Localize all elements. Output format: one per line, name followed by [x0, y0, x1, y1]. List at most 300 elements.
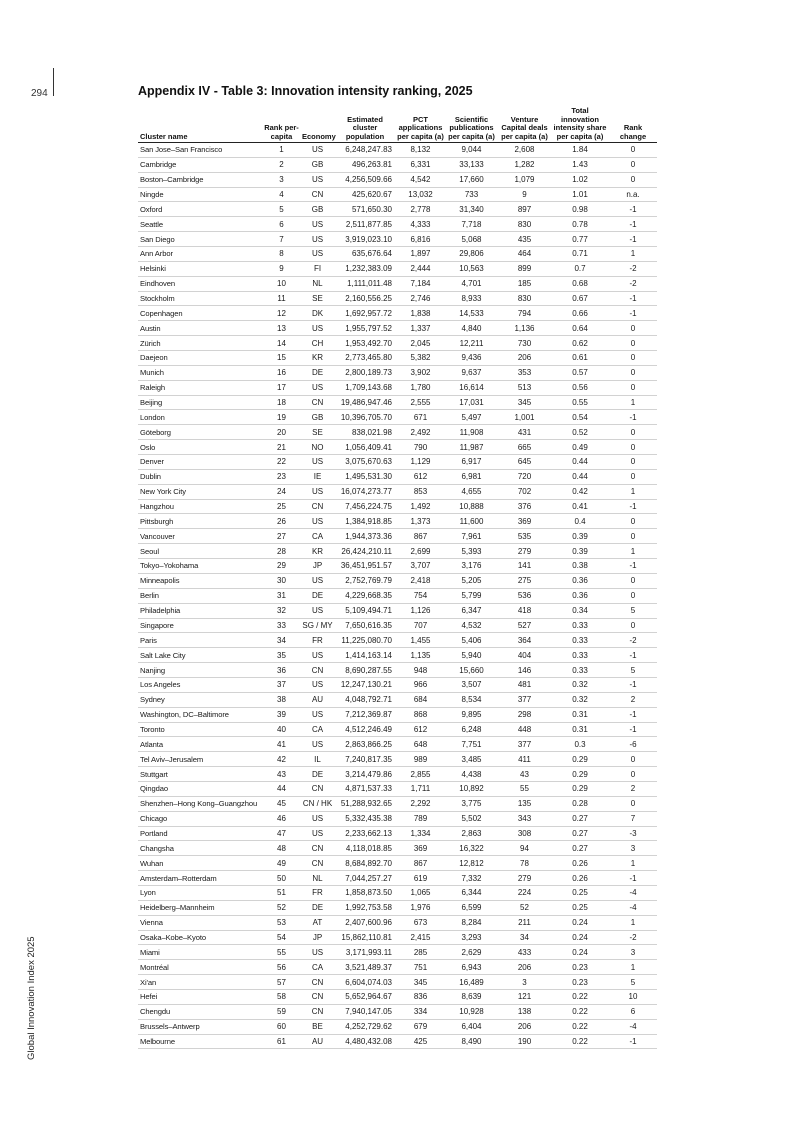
cell-rank-change: -1 — [609, 499, 657, 514]
cell-rank-change: 1 — [609, 856, 657, 871]
cell-publications: 4,655 — [445, 484, 498, 499]
table-row — [138, 885, 657, 900]
cell-pct: 673 — [396, 915, 445, 930]
cell-vc-deals: 364 — [498, 633, 551, 648]
cell-vc-deals: 376 — [498, 499, 551, 514]
cell-intensity-share: 0.4 — [551, 514, 609, 529]
cell-cluster-name: Washington, DC–Baltimore — [138, 707, 262, 722]
cell-pct: 671 — [396, 410, 445, 425]
cell-intensity-share: 0.33 — [551, 633, 609, 648]
cell-intensity-share: 0.31 — [551, 707, 609, 722]
cell-publications: 10,563 — [445, 261, 498, 276]
cell-publications: 12,211 — [445, 336, 498, 351]
cell-pct: 790 — [396, 440, 445, 455]
table-row — [138, 380, 657, 395]
cell-publications: 11,987 — [445, 440, 498, 455]
cell-population: 6,248,247.83 — [334, 143, 396, 158]
cell-cluster-name: Sydney — [138, 692, 262, 707]
cell-vc-deals: 2,608 — [498, 143, 551, 158]
cell-economy: US — [301, 677, 334, 692]
cell-intensity-share: 0.3 — [551, 737, 609, 752]
cell-cluster-name: Zürich — [138, 336, 262, 351]
cell-publications: 8,284 — [445, 915, 498, 930]
cell-vc-deals: 702 — [498, 484, 551, 499]
cell-rank: 28 — [262, 544, 301, 559]
cell-vc-deals: 418 — [498, 603, 551, 618]
cell-vc-deals: 720 — [498, 469, 551, 484]
cell-rank: 47 — [262, 826, 301, 841]
table-row — [138, 588, 657, 603]
cell-pct: 285 — [396, 945, 445, 960]
cell-population: 1,692,957.72 — [334, 306, 396, 321]
cell-intensity-share: 0.61 — [551, 351, 609, 366]
cell-rank: 8 — [262, 247, 301, 262]
cell-rank: 51 — [262, 885, 301, 900]
cell-population: 1,955,797.52 — [334, 321, 396, 336]
cell-economy: CH — [301, 336, 334, 351]
cell-economy: US — [301, 737, 334, 752]
cell-vc-deals: 211 — [498, 915, 551, 930]
table-row — [138, 544, 657, 559]
cell-publications: 9,895 — [445, 707, 498, 722]
cell-population: 1,495,531.30 — [334, 469, 396, 484]
cell-intensity-share: 0.26 — [551, 871, 609, 886]
cell-rank: 3 — [262, 172, 301, 187]
table-row — [138, 781, 657, 796]
cell-population: 19,486,947.46 — [334, 395, 396, 410]
cell-economy: CN — [301, 395, 334, 410]
cell-vc-deals: 830 — [498, 217, 551, 232]
cell-population: 7,456,224.75 — [334, 499, 396, 514]
cell-rank: 53 — [262, 915, 301, 930]
cell-publications: 7,751 — [445, 737, 498, 752]
cell-economy: FR — [301, 885, 334, 900]
table-row — [138, 484, 657, 499]
cell-intensity-share: 1.01 — [551, 187, 609, 202]
cell-pct: 2,555 — [396, 395, 445, 410]
cell-publications: 5,406 — [445, 633, 498, 648]
cell-publications: 6,347 — [445, 603, 498, 618]
cell-intensity-share: 0.7 — [551, 261, 609, 276]
page-number: 294 — [31, 88, 48, 99]
cell-rank: 41 — [262, 737, 301, 752]
cell-rank-change: -1 — [609, 306, 657, 321]
header-economy: Economy — [301, 107, 334, 143]
cell-vc-deals: 830 — [498, 291, 551, 306]
cell-publications: 3,775 — [445, 796, 498, 811]
cell-pct: 6,816 — [396, 232, 445, 247]
cell-rank: 21 — [262, 440, 301, 455]
cell-population: 3,919,023.10 — [334, 232, 396, 247]
cell-intensity-share: 0.64 — [551, 321, 609, 336]
cell-publications: 5,502 — [445, 811, 498, 826]
header-pct-applications: PCT applications per capita (a) — [396, 107, 445, 143]
cell-economy: CN — [301, 975, 334, 990]
cell-economy: US — [301, 143, 334, 158]
cell-vc-deals: 43 — [498, 767, 551, 782]
cell-rank-change: 1 — [609, 915, 657, 930]
cell-population: 4,252,729.62 — [334, 1019, 396, 1034]
cell-population: 2,773,465.80 — [334, 351, 396, 366]
cell-pct: 2,778 — [396, 202, 445, 217]
cell-publications: 5,940 — [445, 648, 498, 663]
cell-publications: 29,806 — [445, 247, 498, 262]
table-row — [138, 811, 657, 826]
cell-intensity-share: 0.62 — [551, 336, 609, 351]
cell-rank: 5 — [262, 202, 301, 217]
cell-pct: 1,065 — [396, 885, 445, 900]
cell-intensity-share: 0.54 — [551, 410, 609, 425]
cell-pct: 612 — [396, 722, 445, 737]
cell-pct: 868 — [396, 707, 445, 722]
cell-vc-deals: 411 — [498, 752, 551, 767]
cell-economy: DE — [301, 588, 334, 603]
cell-population: 7,940,147.05 — [334, 1004, 396, 1019]
cell-cluster-name: Göteborg — [138, 425, 262, 440]
cell-rank-change: 0 — [609, 440, 657, 455]
header-total-intensity-share: Total innovation intensity share per capita (a) — [551, 107, 609, 143]
cell-rank-change: 0 — [609, 514, 657, 529]
cell-intensity-share: 0.68 — [551, 276, 609, 291]
table-row — [138, 841, 657, 856]
cell-population: 1,414,163.14 — [334, 648, 396, 663]
cell-rank-change: 3 — [609, 945, 657, 960]
cell-pct: 1,711 — [396, 781, 445, 796]
table-row — [138, 975, 657, 990]
cell-rank: 27 — [262, 529, 301, 544]
cell-population: 4,480,432.08 — [334, 1034, 396, 1049]
cell-publications: 2,863 — [445, 826, 498, 841]
cell-cluster-name: Montréal — [138, 960, 262, 975]
cell-intensity-share: 0.33 — [551, 648, 609, 663]
cell-economy: CN — [301, 187, 334, 202]
cell-economy: CN — [301, 841, 334, 856]
table-row — [138, 856, 657, 871]
table-row — [138, 232, 657, 247]
cell-cluster-name: Ann Arbor — [138, 247, 262, 262]
cell-intensity-share: 0.39 — [551, 544, 609, 559]
cell-vc-deals: 433 — [498, 945, 551, 960]
cell-rank: 46 — [262, 811, 301, 826]
cell-pct: 6,331 — [396, 157, 445, 172]
cell-economy: US — [301, 707, 334, 722]
table-row — [138, 633, 657, 648]
cell-economy: GB — [301, 157, 334, 172]
table-row — [138, 247, 657, 262]
cell-intensity-share: 0.32 — [551, 677, 609, 692]
cell-rank-change: -1 — [609, 202, 657, 217]
cell-rank: 49 — [262, 856, 301, 871]
cell-vc-deals: 448 — [498, 722, 551, 737]
cell-intensity-share: 0.67 — [551, 291, 609, 306]
cell-vc-deals: 665 — [498, 440, 551, 455]
cell-rank-change: 0 — [609, 365, 657, 380]
header-rank-per-capita: Rank per-capita — [262, 107, 301, 143]
cell-rank-change: -1 — [609, 871, 657, 886]
cell-rank: 35 — [262, 648, 301, 663]
cell-population: 4,118,018.85 — [334, 841, 396, 856]
cell-cluster-name: London — [138, 410, 262, 425]
cell-publications: 6,599 — [445, 900, 498, 915]
table-body — [138, 143, 657, 1049]
cell-rank: 34 — [262, 633, 301, 648]
cell-population: 4,229,668.35 — [334, 588, 396, 603]
cell-economy: CN — [301, 781, 334, 796]
cell-publications: 6,404 — [445, 1019, 498, 1034]
cell-vc-deals: 645 — [498, 455, 551, 470]
cell-publications: 15,660 — [445, 663, 498, 678]
table-row — [138, 336, 657, 351]
cell-publications: 7,718 — [445, 217, 498, 232]
cell-pct: 867 — [396, 856, 445, 871]
cell-publications: 5,205 — [445, 573, 498, 588]
cell-cluster-name: Hefei — [138, 989, 262, 1004]
cell-rank-change: -2 — [609, 261, 657, 276]
table-row — [138, 1019, 657, 1034]
cell-economy: US — [301, 247, 334, 262]
cell-pct: 707 — [396, 618, 445, 633]
cell-population: 1,056,409.41 — [334, 440, 396, 455]
cell-economy: DK — [301, 306, 334, 321]
table-row — [138, 469, 657, 484]
cell-pct: 3,707 — [396, 559, 445, 574]
cell-intensity-share: 0.27 — [551, 826, 609, 841]
cell-cluster-name: Lyon — [138, 885, 262, 900]
cell-cluster-name: Raleigh — [138, 380, 262, 395]
cell-rank: 23 — [262, 469, 301, 484]
cell-intensity-share: 0.39 — [551, 529, 609, 544]
cell-intensity-share: 0.98 — [551, 202, 609, 217]
cell-rank-change: 0 — [609, 425, 657, 440]
cell-intensity-share: 0.38 — [551, 559, 609, 574]
cell-intensity-share: 0.33 — [551, 663, 609, 678]
cell-rank-change: 0 — [609, 573, 657, 588]
cell-rank-change: -6 — [609, 737, 657, 752]
cell-economy: JP — [301, 930, 334, 945]
cell-vc-deals: 9 — [498, 187, 551, 202]
cell-population: 51,288,932.65 — [334, 796, 396, 811]
cell-cluster-name: Xi'an — [138, 975, 262, 990]
cell-vc-deals: 206 — [498, 1019, 551, 1034]
cell-intensity-share: 0.22 — [551, 1019, 609, 1034]
cell-population: 2,752,769.79 — [334, 573, 396, 588]
cell-economy: US — [301, 573, 334, 588]
table-title: Appendix IV - Table 3: Innovation intensity ranking, 2025 — [138, 84, 473, 98]
cell-pct: 1,492 — [396, 499, 445, 514]
cell-rank: 10 — [262, 276, 301, 291]
cell-economy: SE — [301, 291, 334, 306]
cell-pct: 5,382 — [396, 351, 445, 366]
cell-economy: JP — [301, 559, 334, 574]
cell-rank: 48 — [262, 841, 301, 856]
cell-intensity-share: 0.31 — [551, 722, 609, 737]
cell-population: 1,384,918.85 — [334, 514, 396, 529]
cell-cluster-name: Seattle — [138, 217, 262, 232]
table-row — [138, 796, 657, 811]
cell-pct: 1,334 — [396, 826, 445, 841]
cell-intensity-share: 0.24 — [551, 945, 609, 960]
cell-economy: SE — [301, 425, 334, 440]
cell-vc-deals: 377 — [498, 737, 551, 752]
table-row — [138, 143, 657, 158]
table-row — [138, 395, 657, 410]
cell-pct: 853 — [396, 484, 445, 499]
cell-cluster-name: Daejeon — [138, 351, 262, 366]
table-row — [138, 871, 657, 886]
table-row — [138, 663, 657, 678]
cell-rank: 43 — [262, 767, 301, 782]
cell-publications: 9,637 — [445, 365, 498, 380]
cell-rank: 31 — [262, 588, 301, 603]
cell-publications: 6,917 — [445, 455, 498, 470]
cell-vc-deals: 343 — [498, 811, 551, 826]
cell-cluster-name: Eindhoven — [138, 276, 262, 291]
cell-economy: CN — [301, 663, 334, 678]
cell-population: 1,992,753.58 — [334, 900, 396, 915]
cell-cluster-name: Changsha — [138, 841, 262, 856]
cell-rank-change: -1 — [609, 722, 657, 737]
cell-population: 1,111,011.48 — [334, 276, 396, 291]
cell-economy: AT — [301, 915, 334, 930]
table-row — [138, 291, 657, 306]
cell-population: 3,214,479.86 — [334, 767, 396, 782]
cell-rank-change: 0 — [609, 143, 657, 158]
cell-publications: 17,660 — [445, 172, 498, 187]
cell-pct: 836 — [396, 989, 445, 1004]
cell-rank-change: 1 — [609, 247, 657, 262]
cell-population: 15,862,110.81 — [334, 930, 396, 945]
table-row — [138, 945, 657, 960]
cell-intensity-share: 0.32 — [551, 692, 609, 707]
cell-intensity-share: 0.78 — [551, 217, 609, 232]
cell-cluster-name: Melbourne — [138, 1034, 262, 1049]
cell-intensity-share: 0.36 — [551, 573, 609, 588]
header-cluster-name: Cluster name — [138, 107, 262, 143]
cell-cluster-name: Amsterdam–Rotterdam — [138, 871, 262, 886]
table-row — [138, 321, 657, 336]
cell-economy: US — [301, 380, 334, 395]
cell-population: 1,709,143.68 — [334, 380, 396, 395]
cell-vc-deals: 404 — [498, 648, 551, 663]
cell-vc-deals: 206 — [498, 960, 551, 975]
cell-cluster-name: Philadelphia — [138, 603, 262, 618]
cell-cluster-name: Qingdao — [138, 781, 262, 796]
cell-pct: 751 — [396, 960, 445, 975]
cell-economy: GB — [301, 410, 334, 425]
cell-rank: 32 — [262, 603, 301, 618]
cell-pct: 612 — [396, 469, 445, 484]
cell-economy: CN — [301, 1004, 334, 1019]
table-row — [138, 989, 657, 1004]
cell-intensity-share: 1.02 — [551, 172, 609, 187]
cell-publications: 5,497 — [445, 410, 498, 425]
cell-rank-change: 0 — [609, 321, 657, 336]
table-row — [138, 737, 657, 752]
cell-rank-change: -4 — [609, 900, 657, 915]
side-running-title: Global Innovation Index 2025 — [26, 936, 37, 1060]
cell-rank-change: 0 — [609, 455, 657, 470]
cell-cluster-name: Vienna — [138, 915, 262, 930]
cell-vc-deals: 3 — [498, 975, 551, 990]
cell-rank-change: 0 — [609, 336, 657, 351]
cell-rank-change: 10 — [609, 989, 657, 1004]
cell-rank: 19 — [262, 410, 301, 425]
cell-rank-change: -1 — [609, 707, 657, 722]
cell-intensity-share: 0.36 — [551, 588, 609, 603]
cell-rank-change: 0 — [609, 796, 657, 811]
cell-pct: 1,337 — [396, 321, 445, 336]
cell-rank: 2 — [262, 157, 301, 172]
cell-rank-change: 0 — [609, 380, 657, 395]
table-row — [138, 157, 657, 172]
cell-vc-deals: 464 — [498, 247, 551, 262]
cell-pct: 966 — [396, 677, 445, 692]
cell-population: 6,604,074.03 — [334, 975, 396, 990]
cell-population: 2,863,866.25 — [334, 737, 396, 752]
cell-vc-deals: 1,136 — [498, 321, 551, 336]
cell-intensity-share: 0.22 — [551, 989, 609, 1004]
cell-rank-change: -2 — [609, 930, 657, 945]
cell-population: 425,620.67 — [334, 187, 396, 202]
cell-pct: 1,976 — [396, 900, 445, 915]
cell-rank-change: -4 — [609, 885, 657, 900]
cell-vc-deals: 1,282 — [498, 157, 551, 172]
cell-population: 3,075,670.63 — [334, 455, 396, 470]
cell-rank-change: -2 — [609, 633, 657, 648]
cell-intensity-share: 0.25 — [551, 885, 609, 900]
cell-pct: 684 — [396, 692, 445, 707]
cell-publications: 8,490 — [445, 1034, 498, 1049]
cell-population: 10,396,705.70 — [334, 410, 396, 425]
cell-vc-deals: 353 — [498, 365, 551, 380]
cell-vc-deals: 121 — [498, 989, 551, 1004]
cell-rank-change: 0 — [609, 172, 657, 187]
cell-publications: 4,840 — [445, 321, 498, 336]
table-row — [138, 440, 657, 455]
cell-rank: 12 — [262, 306, 301, 321]
table-row — [138, 499, 657, 514]
cell-economy: FR — [301, 633, 334, 648]
cell-pct: 2,699 — [396, 544, 445, 559]
cell-economy: NL — [301, 276, 334, 291]
cell-rank: 9 — [262, 261, 301, 276]
cell-population: 7,240,817.35 — [334, 752, 396, 767]
cell-vc-deals: 146 — [498, 663, 551, 678]
cell-rank-change: 2 — [609, 781, 657, 796]
cell-cluster-name: Denver — [138, 455, 262, 470]
cell-population: 1,944,373.36 — [334, 529, 396, 544]
cell-vc-deals: 345 — [498, 395, 551, 410]
cell-vc-deals: 78 — [498, 856, 551, 871]
innovation-intensity-table — [138, 107, 657, 1049]
cell-publications: 12,812 — [445, 856, 498, 871]
cell-population: 26,424,210.11 — [334, 544, 396, 559]
cell-rank-change: -3 — [609, 826, 657, 841]
cell-intensity-share: 0.22 — [551, 1004, 609, 1019]
header-rank-change: Rank change — [609, 107, 657, 143]
cell-rank-change: -1 — [609, 1034, 657, 1049]
cell-intensity-share: 0.55 — [551, 395, 609, 410]
cell-population: 8,690,287.55 — [334, 663, 396, 678]
cell-publications: 9,436 — [445, 351, 498, 366]
cell-vc-deals: 536 — [498, 588, 551, 603]
cell-cluster-name: Los Angeles — [138, 677, 262, 692]
cell-publications: 7,961 — [445, 529, 498, 544]
cell-cluster-name: Seoul — [138, 544, 262, 559]
cell-publications: 3,485 — [445, 752, 498, 767]
cell-rank: 58 — [262, 989, 301, 1004]
cell-pct: 1,126 — [396, 603, 445, 618]
